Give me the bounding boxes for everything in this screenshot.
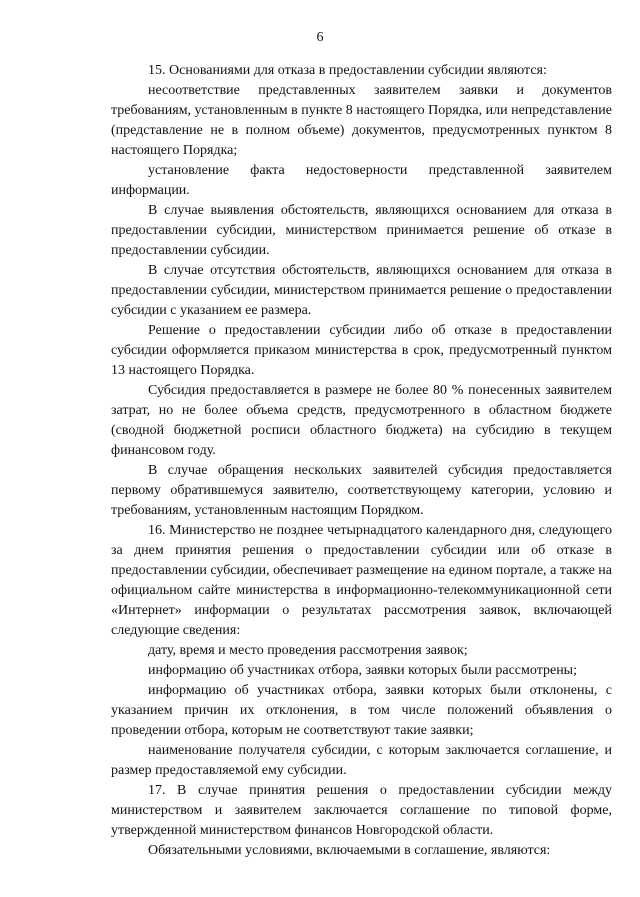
paragraph-recipient-name: наименование получателя субсидии, с которым заключается соглашение, и размер предоставляемой ему субсидии. [111,743,612,778]
paragraph-noncompliance: несоответствие представленных заявителем заявки и документов требованиям, установленным в пункте 8 настоящего Порядка, или непредставление (представление не в полном объеме) документов, предусмотренных пунктом 8 настоящего Порядка; [111,83,612,158]
paragraph-grant-decision: В случае отсутствия обстоятельств, являющихся основанием для отказа в предоставлении субсидии, министерством принимается решение о предоставлении субсидии с указанием ее размера. [111,263,612,318]
paragraph-subsidy-amount: Субсидия предоставляется в размере не более 80 % понесенных заявителем затрат, но не более объема средств, предусмотренного в областном бюджете (сводной бюджетной росписи областного бюджета) на субсидию в текущем финансовом году. [111,383,612,458]
paragraph-item-16: 16. Министерство не позднее четырнадцатого календарного дня, следующего за днем принятия решения о предоставлении субсидии или об отказе в предоставлении субсидии, обеспечивает размещение на едином портале, а также на официальном сайте министерства в информационно-телекоммуникационной сети «Интернет» информации о результатах рассмотрения заявок, включающей следующие сведения: [111,523,612,638]
paragraph-order-deadline: Решение о предоставлении субсидии либо об отказе в предоставлении субсидии оформляется приказом министерства в срок, предусмотренный пунктом 13 настоящего Порядка. [111,323,612,378]
paragraph-unreliable-info: установление факта недостоверности представленной заявителем информации. [111,163,612,198]
paragraph-refusal-decision: В случае выявления обстоятельств, являющихся основанием для отказа в предоставлении субсидии, министерством принимается решение об отказе в предоставлении субсидии. [111,203,612,258]
paragraph-mandatory-conditions: Обязательными условиями, включаемыми в соглашение, являются: [148,843,551,858]
paragraph-rejected-participants: информацию об участниках отбора, заявки которых были отклонены, с указанием причин их отклонения, в том числе положений объявления о проведении отбора, которым не соответствуют такие заявки; [111,683,612,738]
paragraph-first-applicant: В случае обращения нескольких заявителей субсидия предоставляется первому обратившемуся заявителю, соответствующему категории, условию и требованиям, установленным настоящим Порядком. [111,463,612,518]
page-number: 6 [316,30,324,45]
document-body [111,61,612,861]
paragraph-review-date: дату, время и место проведения рассмотрения заявок; [148,643,468,658]
paragraph-item-15-heading: 15. Основаниями для отказа в предоставлении субсидии являются: [148,63,547,78]
paragraph-item-17: 17. В случае принятия решения о предоставлении субсидии между министерством и заявителем заключается соглашение по типовой форме, утвержденной министерством финансов Новгородской области. [111,783,612,838]
paragraph-reviewed-participants: информацию об участниках отбора, заявки которых были рассмотрены; [148,663,577,678]
